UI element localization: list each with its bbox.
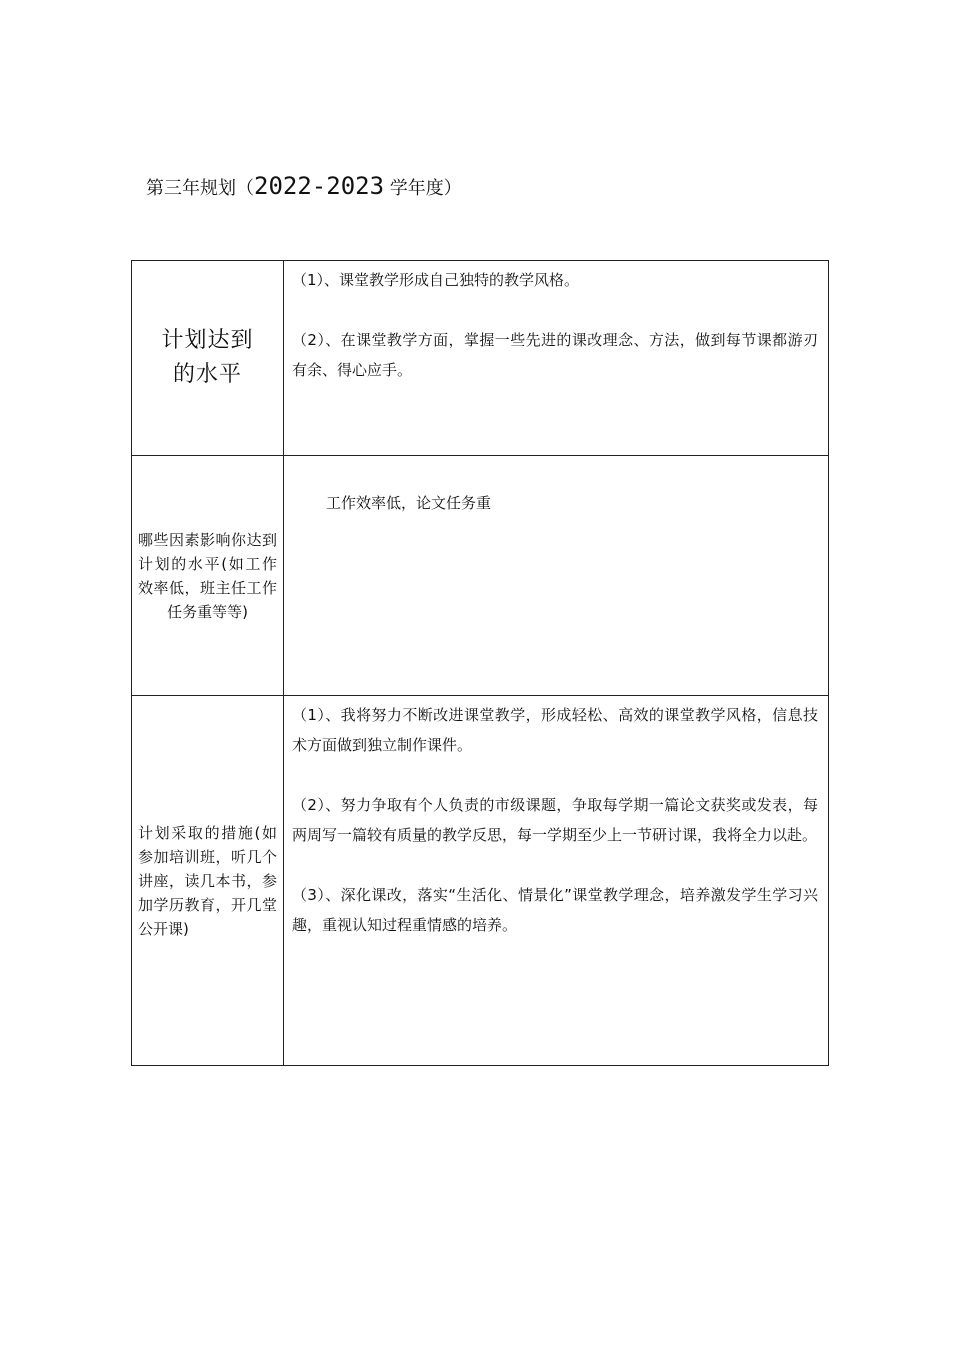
page-title [146, 170, 462, 205]
title-suffix: 学年度） [384, 178, 462, 199]
content-factors: 工作效率低，论文任务重 [326, 494, 492, 512]
table-row-measures [132, 696, 829, 1066]
label-target-level [132, 324, 283, 392]
list-item: （2）、在课堂教学方面，掌握一些先进的课改理念、方法，做到每节课都游刃有余、得心应手。 [292, 331, 818, 379]
content-cell-factors [284, 456, 829, 696]
title-years: 2022-2023 [254, 172, 385, 200]
content-cell-target-level [284, 261, 829, 456]
content-cell-measures [284, 696, 829, 1066]
content-measures [284, 696, 828, 940]
label-line: 计划达到 [161, 328, 254, 353]
table-row-factors [132, 456, 829, 696]
list-item: （3）、深化课改，落实“生活化、情景化”课堂教学理念，培养激发学生学习兴趣，重视认知过程重情感的培养。 [292, 886, 818, 934]
label-measures: 计划采取的措施(如参加培训班，听几个讲座，读几本书，参加学历教育，开几堂公开课) [138, 823, 277, 938]
label-line: 的水平 [172, 362, 242, 387]
table-row-target-level [132, 261, 829, 456]
label-cell-target-level [132, 261, 284, 456]
label-cell-measures [132, 696, 284, 1066]
label-factors: 哪些因素影响你达到计划的水平(如工作效率低，班主任工作任务重等等) [138, 530, 277, 621]
label-cell-factors [132, 456, 284, 696]
content-target-level [284, 261, 828, 385]
plan-table [131, 260, 829, 1066]
title-prefix: 第三年规划（ [146, 178, 254, 199]
list-item: （1）、课堂教学形成自己独特的教学风格。 [292, 271, 580, 289]
list-item: （1）、我将努力不断改进课堂教学，形成轻松、高效的课堂教学风格，信息技术方面做到独立制作课件。 [292, 706, 818, 754]
list-item: （2）、努力争取有个人负责的市级课题，争取每学期一篇论文获奖或发表，每两周写一篇较有质量的教学反思，每一学期至少上一节研讨课，我将全力以赴。 [292, 796, 818, 844]
